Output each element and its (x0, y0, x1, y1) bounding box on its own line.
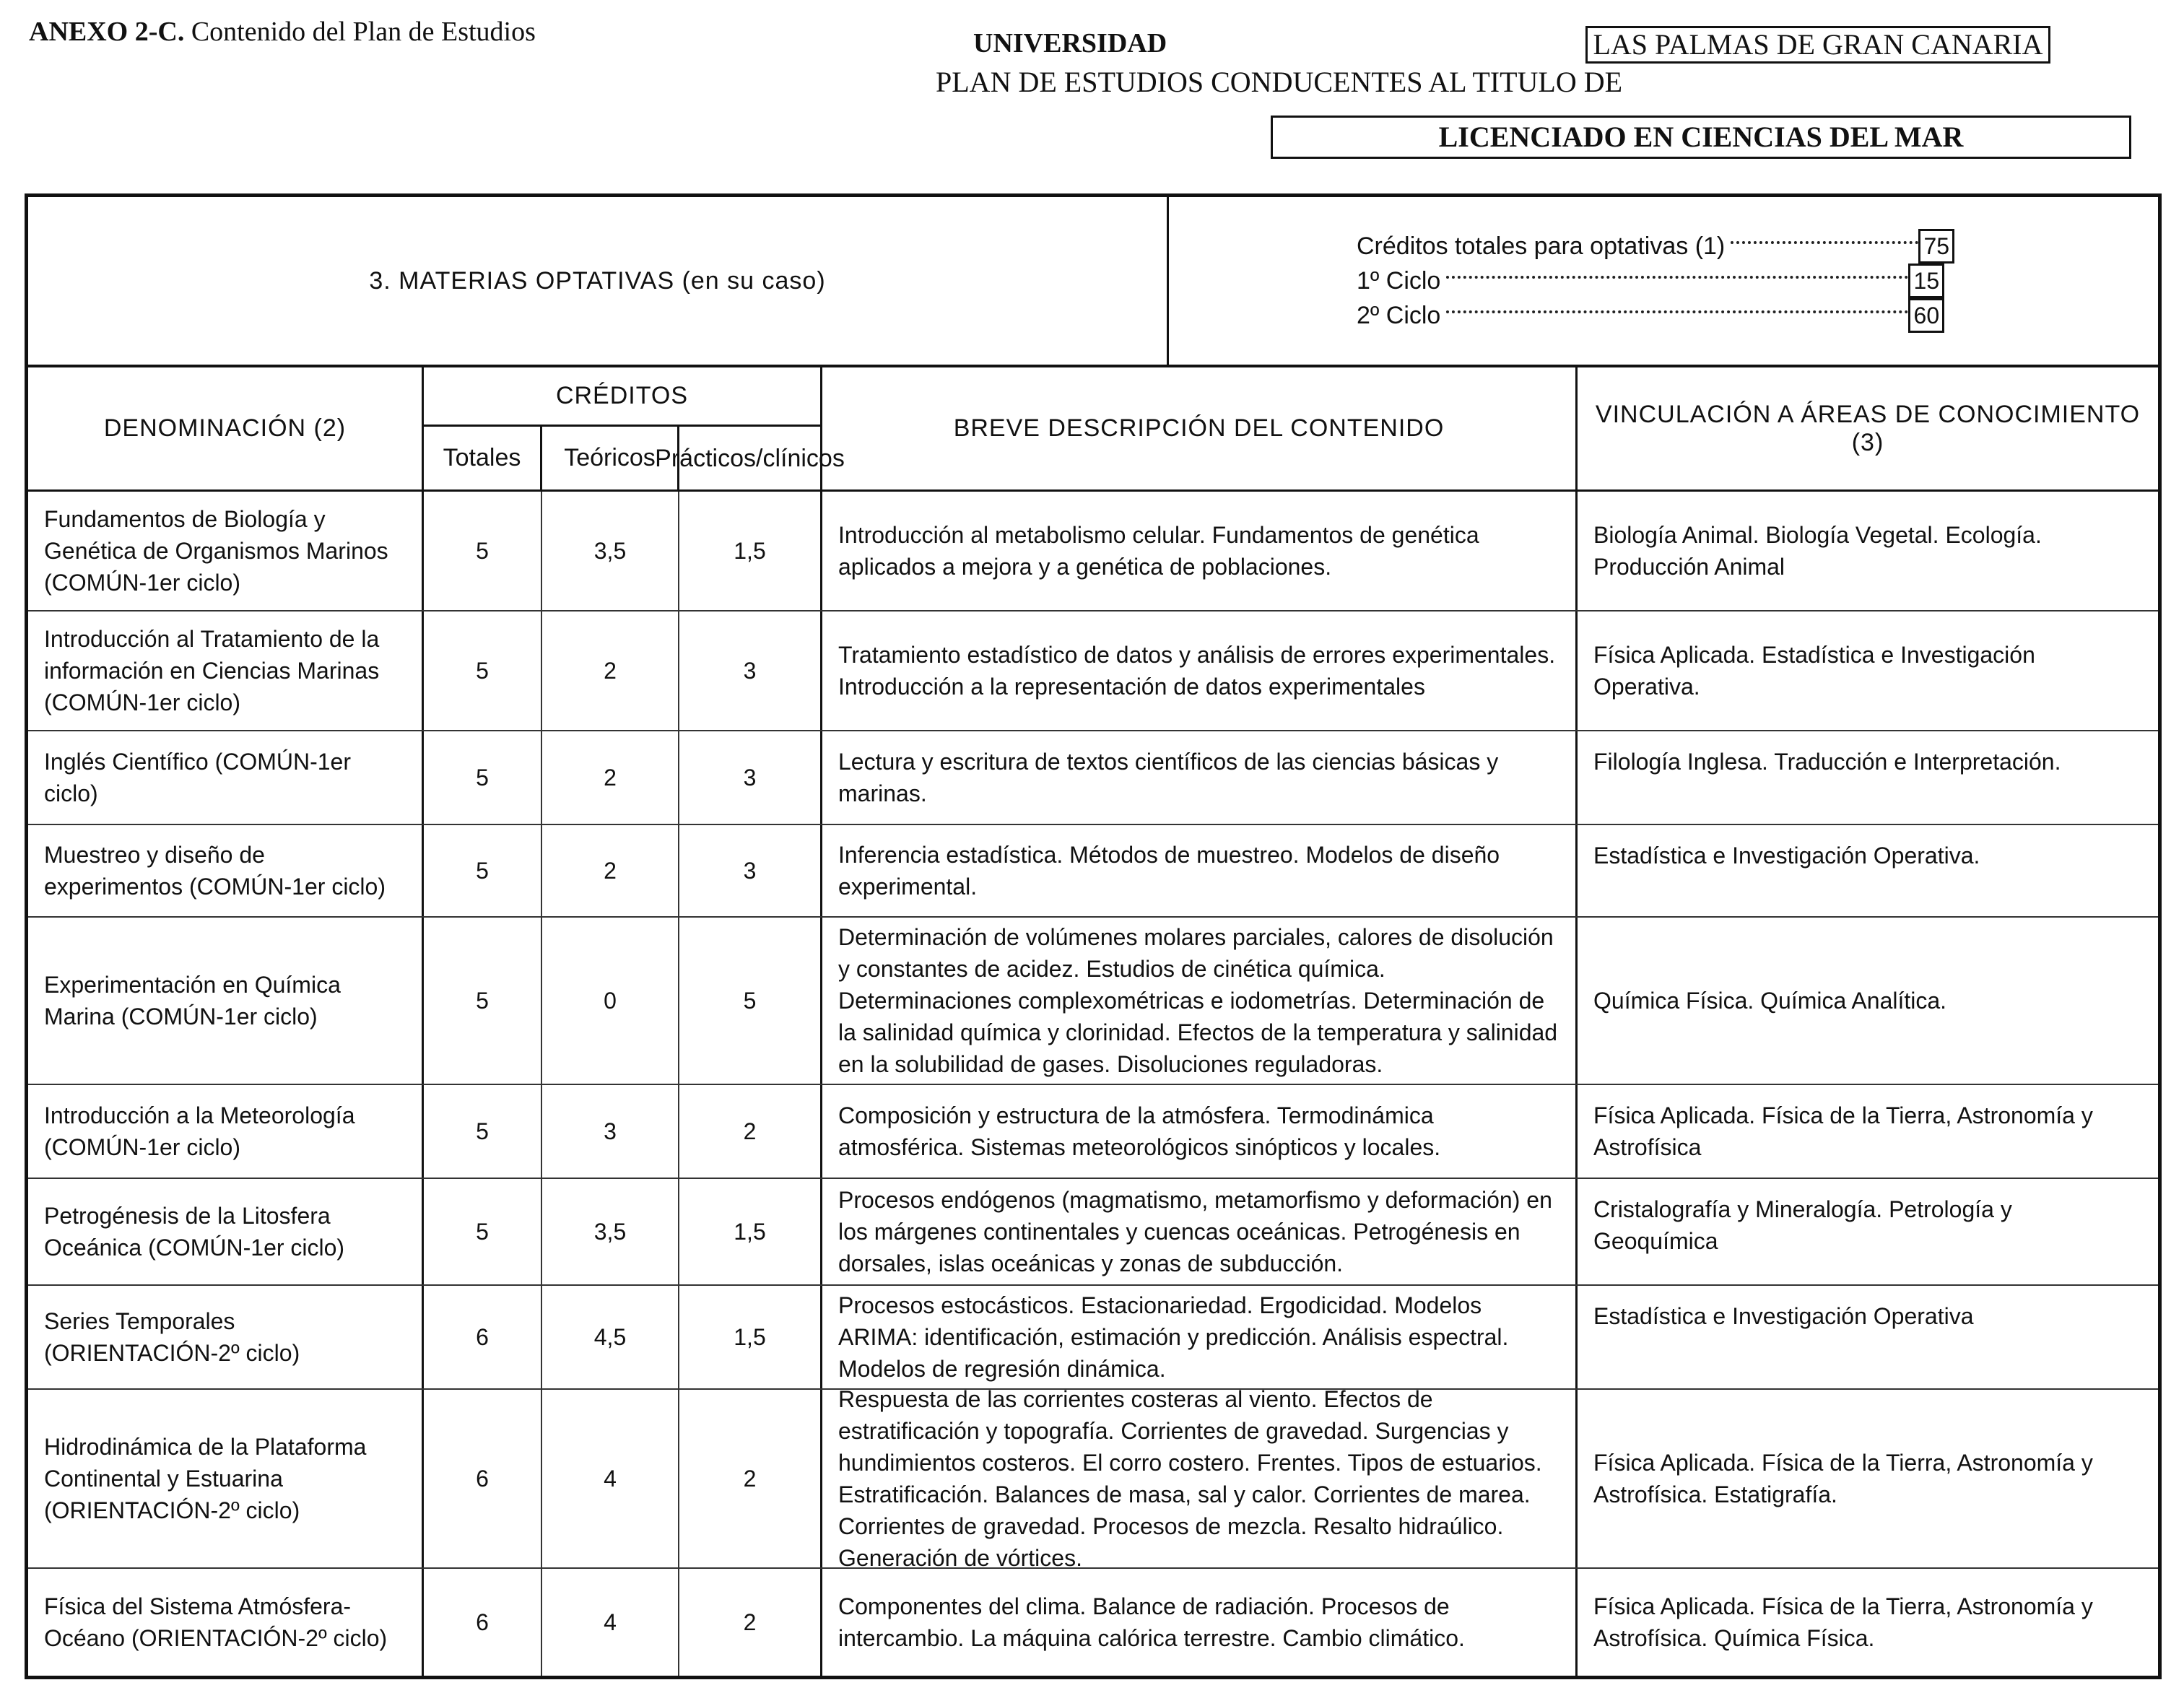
header-creditos: CRÉDITOS (424, 367, 822, 427)
dot-leader (1731, 241, 1918, 244)
summary-block (28, 197, 2158, 367)
cell-denominacion: Introducción al Tratamiento de la información en Ciencias Marinas (COMÚN-1er ciclo) (28, 612, 424, 730)
cell-vinculacion: Química Física. Química Analítica. (1593, 988, 1947, 1014)
cell-practicos: 1,5 (679, 1179, 822, 1284)
cell-vinculacion: Cristalografía y Mineralogía. Petrología y Geoquímica (1593, 1196, 2012, 1254)
cell-totales: 5 (424, 731, 542, 824)
cell-vinculacion: Estadística e Investigación Operativa (1593, 1303, 1974, 1329)
header-denominacion: DENOMINACIÓN (2) (28, 367, 424, 489)
table-row (28, 492, 2158, 612)
cell-descripcion: Procesos endógenos (magmatismo, metamorfismo y deformación) en los márgenes continentales y cuencas oceánicas. Petrogénesis en dorsales, islas oceánicas y zonas de subducción. (822, 1179, 1578, 1284)
cell-vinculacion: Física Aplicada. Estadística e Investigación Operativa. (1593, 642, 2035, 700)
cell-descripcion: Inferencia estadística. Métodos de muestreo. Modelos de diseño experimental. (822, 825, 1578, 916)
cell-descripcion: Lectura y escritura de textos científicos de las ciencias básicas y marinas. (822, 731, 1578, 824)
dot-leader (1446, 276, 1908, 279)
total-credits-row (1357, 229, 1954, 264)
header-teoricos: Teóricos (542, 427, 679, 489)
cell-vinculacion: Física Aplicada. Física de la Tierra, Astronomía y Astrofísica. Estatigrafía. (1593, 1450, 2093, 1507)
cell-totales: 5 (424, 492, 542, 610)
cell-denominacion: Muestreo y diseño de experimentos (COMÚN-1er ciclo) (28, 825, 424, 916)
optional-subjects-label: 3. MATERIAS OPTATIVAS (en su caso) (28, 197, 1169, 365)
cell-vinculacion: Biología Animal. Biología Vegetal. Ecología. Producción Animal (1593, 522, 2042, 580)
cell-descripcion: Composición y estructura de la atmósfera. Termodinámica atmosférica. Sistemas meteorológicos sinópticos y locales. (822, 1085, 1578, 1178)
header-vinculacion: VINCULACIÓN A ÁREAS DE CONOCIMIENTO (3) (1595, 400, 2141, 456)
cell-vinculacion: Filología Inglesa. Traducción e Interpretación. (1593, 749, 2061, 775)
cell-descripcion: Tratamiento estadístico de datos y análisis de errores experimentales. Introducción a la representación de datos experimentales (822, 612, 1578, 730)
cell-totales: 5 (424, 825, 542, 916)
cell-teoricos: 3,5 (542, 492, 679, 610)
annex-title: Contenido del Plan de Estudios (191, 17, 536, 47)
cell-teoricos: 2 (542, 612, 679, 730)
table-row (28, 1569, 2158, 1676)
total-credits-summary (1357, 229, 1954, 333)
cell-descripcion: Respuesta de las corrientes costeras al viento. Efectos de estratificación y topografía. Corrientes de gravedad. Surgencias y hundimientos costeros. El corro costero. Frentes. Tipos de estuarios. Estratificación. Balances de masa, sal y calor. Corrientes de marea. Corrientes de gravedad. Procesos de mezcla. Resalto hidraúlico. Generación de vórtices. (822, 1390, 1578, 1567)
cell-descripcion: Determinación de volúmenes molares parciales, calores de disolución y constantes de acidez. Estudios de cinética química. Determinaciones complexométricas e iodometrías. Determinación de la salinidad química y clorinidad. Efectos de la temperatura y salinidad en la solubilidad de gases. Disoluciones reguladoras. (822, 918, 1578, 1084)
cycle1-value: 15 (1908, 264, 1944, 298)
cell-denominacion: Experimentación en Química Marina (COMÚN-1er ciclo) (28, 918, 424, 1084)
cell-practicos: 3 (679, 612, 822, 730)
header-practicos (655, 427, 845, 489)
cycle1-label: 1º Ciclo (1357, 266, 1441, 295)
table-row (28, 731, 2158, 825)
cell-denominacion: Series Temporales (ORIENTACIÓN-2º ciclo) (28, 1286, 424, 1388)
cell-practicos: 3 (679, 825, 822, 916)
cell-practicos: 5 (679, 918, 822, 1084)
degree-title: LICENCIADO EN CIENCIAS DEL MAR (1271, 116, 2131, 159)
cell-teoricos: 2 (542, 825, 679, 916)
cell-teoricos: 3,5 (542, 1179, 679, 1284)
header-descripcion: BREVE DESCRIPCIÓN DEL CONTENIDO (822, 367, 1578, 489)
table-row (28, 1286, 2158, 1390)
header-practicos-line1: Prácticos (655, 444, 756, 472)
cell-practicos: 2 (679, 1390, 822, 1567)
cell-teoricos: 4,5 (542, 1286, 679, 1388)
cell-totales: 5 (424, 1085, 542, 1178)
cell-totales: 5 (424, 1179, 542, 1284)
annex-heading (29, 16, 536, 48)
optional-subjects-table (25, 193, 2162, 1679)
cell-denominacion: Introducción a la Meteorología (COMÚN-1er ciclo) (28, 1085, 424, 1178)
university-name: LAS PALMAS DE GRAN CANARIA (1585, 26, 2050, 64)
column-header (28, 367, 2158, 492)
dot-leader (1446, 310, 1908, 313)
cycle2-credits-row (1357, 298, 1954, 333)
cell-vinculacion: Física Aplicada. Física de la Tierra, Astronomía y Astrofísica (1593, 1102, 2093, 1160)
cycle2-value: 60 (1908, 298, 1944, 333)
cell-practicos: 1,5 (679, 1286, 822, 1388)
cell-totales: 6 (424, 1390, 542, 1567)
header-practicos-line2: /clínicos (756, 444, 845, 472)
cell-totales: 5 (424, 918, 542, 1084)
total-credits-value: 75 (1918, 229, 1954, 264)
cycle2-label: 2º Ciclo (1357, 301, 1441, 329)
cell-descripcion: Procesos estocásticos. Estacionariedad. Ergodicidad. Modelos ARIMA: identificación, estimación y predicción. Análisis espectral. Modelos de regresión dinámica. (822, 1286, 1578, 1388)
cell-vinculacion: Física Aplicada. Física de la Tierra, Astronomía y Astrofísica. Química Física. (1593, 1593, 2093, 1651)
table-row (28, 1179, 2158, 1286)
cell-totales: 6 (424, 1286, 542, 1388)
cell-practicos: 1,5 (679, 492, 822, 610)
cell-denominacion: Fundamentos de Biología y Genética de Organismos Marinos (COMÚN-1er ciclo) (28, 492, 424, 610)
total-credits-label: Créditos totales para optativas (1) (1357, 232, 1726, 260)
table-row (28, 1386, 2158, 1571)
cell-denominacion: Hidrodinámica de la Plataforma Continental y Estuarina (ORIENTACIÓN-2º ciclo) (28, 1390, 424, 1567)
cell-totales: 5 (424, 612, 542, 730)
university-label: UNIVERSIDAD (973, 28, 1167, 58)
cell-denominacion: Petrogénesis de la Litosfera Oceánica (COMÚN-1er ciclo) (28, 1179, 424, 1284)
cell-teoricos: 4 (542, 1569, 679, 1676)
cell-practicos: 2 (679, 1085, 822, 1178)
cell-teoricos: 3 (542, 1085, 679, 1178)
cell-teoricos: 0 (542, 918, 679, 1084)
table-row (28, 612, 2158, 731)
cell-practicos: 2 (679, 1569, 822, 1676)
cell-teoricos: 2 (542, 731, 679, 824)
table-row (28, 918, 2158, 1085)
annex-number: ANEXO 2-C. (29, 17, 185, 47)
table-row (28, 1085, 2158, 1179)
cell-practicos: 3 (679, 731, 822, 824)
cell-totales: 6 (424, 1569, 542, 1676)
plan-line: PLAN DE ESTUDIOS CONDUCENTES AL TITULO DE (936, 66, 1623, 98)
cell-denominacion: Inglés Científico (COMÚN-1er ciclo) (28, 731, 424, 824)
cell-denominacion: Física del Sistema Atmósfera-Océano (ORIENTACIÓN-2º ciclo) (28, 1569, 424, 1676)
header-totales: Totales (424, 427, 542, 489)
cell-descripcion: Componentes del clima. Balance de radiación. Procesos de intercambio. La máquina calórica terrestre. Cambio climático. (822, 1569, 1578, 1676)
cell-teoricos: 4 (542, 1390, 679, 1567)
cell-vinculacion: Estadística e Investigación Operativa. (1593, 843, 1980, 869)
table-row (28, 825, 2158, 918)
cell-descripcion: Introducción al metabolismo celular. Fundamentos de genética aplicados a mejora y a genética de poblaciones. (822, 492, 1578, 610)
cycle1-credits-row (1357, 264, 1954, 298)
